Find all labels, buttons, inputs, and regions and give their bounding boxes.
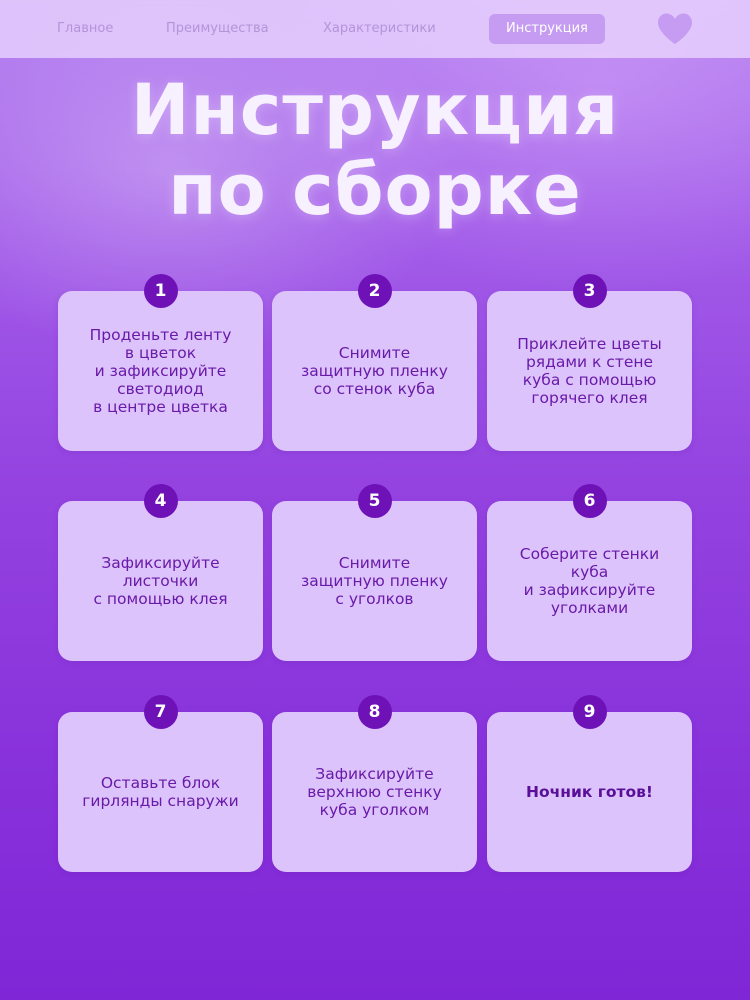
step-text: Снимите защитную пленку со стенок куба [301, 344, 448, 398]
top-navigation [0, 0, 750, 58]
page-title [0, 70, 750, 230]
step-number-badge: 6 [573, 484, 607, 518]
step-number-badge: 5 [358, 484, 392, 518]
step-number-badge: 9 [573, 695, 607, 729]
step-text: Снимите защитную пленку с уголков [301, 554, 448, 608]
step-card-9 [487, 702, 692, 872]
step-number-badge: 1 [144, 274, 178, 308]
step-number-badge: 4 [144, 484, 178, 518]
step-number-badge: 2 [358, 274, 392, 308]
heart-icon[interactable] [656, 12, 694, 46]
step-card-3 [487, 281, 692, 451]
step-text: Зафиксируйте листочки с помощью клея [93, 554, 228, 608]
step-card-7 [58, 702, 263, 872]
nav-item-specs[interactable]: Характеристики [323, 21, 436, 36]
step-card-8 [272, 702, 477, 872]
step-number-badge: 7 [144, 695, 178, 729]
step-number-badge: 3 [573, 274, 607, 308]
nav-item-advantages[interactable]: Преимущества [166, 21, 269, 36]
page-title-line-1: Инструкция [130, 69, 620, 151]
step-card-4 [58, 491, 263, 661]
step-card-6 [487, 491, 692, 661]
step-text: Ночник готов! [525, 783, 653, 801]
step-card-5 [272, 491, 477, 661]
step-text: Оставьте блок гирлянды снаружи [82, 774, 239, 810]
step-text: Проденьте ленту в цветок и зафиксируйте светодиод в центре цветка [89, 326, 232, 416]
nav-item-main[interactable]: Главное [57, 21, 114, 36]
page-title-line-2: по сборке [168, 149, 582, 231]
step-text: Приклейте цветы рядами к стене куба с помощью горячего клея [517, 335, 662, 407]
nav-item-instruction[interactable]: Инструкция [489, 14, 605, 44]
step-number-badge: 8 [358, 695, 392, 729]
step-card-1 [58, 281, 263, 451]
step-text: Зафиксируйте верхнюю стенку куба уголком [307, 765, 442, 819]
step-text: Соберите стенки куба и зафиксируйте уголками [519, 545, 660, 617]
step-card-2 [272, 281, 477, 451]
